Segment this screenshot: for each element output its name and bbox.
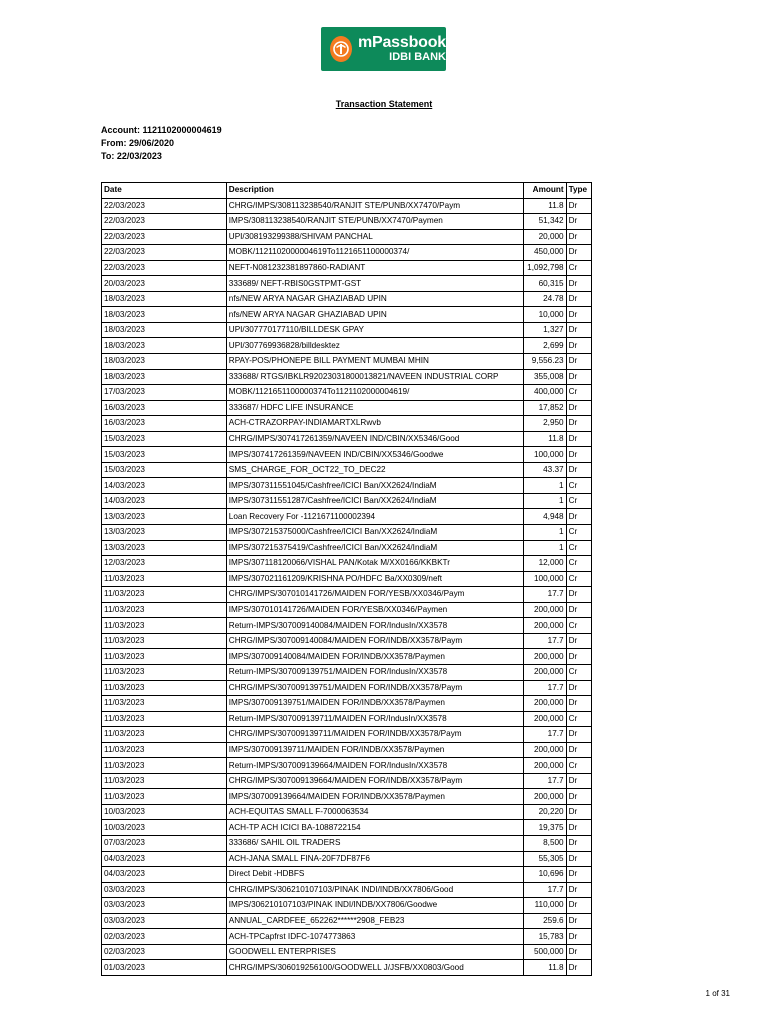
cell-type: Dr [566, 789, 591, 805]
cell-amount: 24.78 [524, 291, 567, 307]
cell-type: Dr [566, 416, 591, 432]
cell-date: 03/03/2023 [102, 898, 227, 914]
column-header-date: Date [102, 183, 227, 199]
cell-date: 16/03/2023 [102, 416, 227, 432]
cell-amount: 200,000 [524, 742, 567, 758]
table-row [102, 462, 592, 478]
table-row [102, 571, 592, 587]
table-row [102, 664, 592, 680]
cell-description: CHRG/IMPS/308113238540/RANJIT STE/PUNB/XX7470/Paym [226, 198, 523, 214]
table-row [102, 385, 592, 401]
cell-description: Return-IMPS/307009139711/MAIDEN FOR/IndusIn/XX3578 [226, 711, 523, 727]
cell-date: 13/03/2023 [102, 525, 227, 541]
cell-date: 17/03/2023 [102, 385, 227, 401]
cell-date: 18/03/2023 [102, 322, 227, 338]
cell-type: Dr [566, 229, 591, 245]
cell-description: Return-IMPS/307009139751/MAIDEN FOR/IndusIn/XX3578 [226, 664, 523, 680]
cell-amount: 19,375 [524, 820, 567, 836]
cell-type: Dr [566, 929, 591, 945]
table-row [102, 960, 592, 976]
table-row [102, 229, 592, 245]
logo-text [358, 35, 446, 63]
cell-date: 11/03/2023 [102, 571, 227, 587]
cell-date: 22/03/2023 [102, 245, 227, 261]
cell-type: Dr [566, 291, 591, 307]
table-row [102, 447, 592, 463]
table-row [102, 198, 592, 214]
cell-date: 13/03/2023 [102, 509, 227, 525]
cell-type: Dr [566, 198, 591, 214]
cell-description: IMPS/307118120066/VISHAL PAN/Kotak M/XX0166/KKBKTr [226, 556, 523, 572]
table-row [102, 742, 592, 758]
cell-amount: 55,305 [524, 851, 567, 867]
logo-bank-name: IDBI BANK [389, 51, 446, 63]
table-row [102, 525, 592, 541]
cell-type: Dr [566, 400, 591, 416]
column-header-type: Type [566, 183, 591, 199]
cell-description: nfs/NEW ARYA NAGAR GHAZIABAD UPIN [226, 291, 523, 307]
cell-type: Dr [566, 587, 591, 603]
cell-description: CHRG/IMPS/307009139711/MAIDEN FOR/INDB/XX3578/Paym [226, 727, 523, 743]
cell-date: 11/03/2023 [102, 758, 227, 774]
table-row [102, 680, 592, 696]
cell-amount: 51,342 [524, 214, 567, 230]
cell-type: Dr [566, 354, 591, 370]
table-row [102, 354, 592, 370]
table-row [102, 618, 592, 634]
cell-type: Dr [566, 307, 591, 323]
cell-type: Dr [566, 431, 591, 447]
table-row [102, 820, 592, 836]
cell-description: ACH-JANA SMALL FINA-20F7DF87F6 [226, 851, 523, 867]
table-row [102, 307, 592, 323]
cell-description: CHRG/IMPS/307009139751/MAIDEN FOR/INDB/XX3578/Paym [226, 680, 523, 696]
cell-type: Dr [566, 727, 591, 743]
cell-date: 11/03/2023 [102, 633, 227, 649]
cell-date: 11/03/2023 [102, 742, 227, 758]
cell-type: Dr [566, 602, 591, 618]
cell-amount: 200,000 [524, 711, 567, 727]
cell-description: ACH-EQUITAS SMALL F-7000063534 [226, 804, 523, 820]
cell-description: IMPS/307021161209/KRISHNA PO/HDFC Ba/XX0309/neft [226, 571, 523, 587]
cell-amount: 200,000 [524, 664, 567, 680]
table-row [102, 851, 592, 867]
cell-amount: 43.37 [524, 462, 567, 478]
cell-amount: 20,000 [524, 229, 567, 245]
cell-description: 333689/ NEFT-RBIS0GSTPMT-GST [226, 276, 523, 292]
cell-description: ANNUAL_CARDFEE_652262******2908_FEB23 [226, 913, 523, 929]
cell-date: 11/03/2023 [102, 618, 227, 634]
cell-description: Direct Debit -HDBFS [226, 867, 523, 883]
cell-amount: 500,000 [524, 944, 567, 960]
cell-amount: 100,000 [524, 447, 567, 463]
cell-date: 16/03/2023 [102, 400, 227, 416]
table-row [102, 711, 592, 727]
cell-type: Cr [566, 478, 591, 494]
cell-description: CHRG/IMPS/306019256100/GOODWELL J/JSFB/XX0803/Good [226, 960, 523, 976]
cell-description: Return-IMPS/307009140084/MAIDEN FOR/IndusIn/XX3578 [226, 618, 523, 634]
cell-amount: 10,000 [524, 307, 567, 323]
table-row [102, 493, 592, 509]
cell-amount: 17.7 [524, 633, 567, 649]
cell-amount: 100,000 [524, 571, 567, 587]
cell-amount: 17.7 [524, 727, 567, 743]
table-row [102, 944, 592, 960]
cell-description: SMS_CHARGE_FOR_OCT22_TO_DEC22 [226, 462, 523, 478]
cell-type: Dr [566, 960, 591, 976]
cell-description: RPAY-POS/PHONEPE BILL PAYMENT MUMBAI MHIN [226, 354, 523, 370]
cell-amount: 11.8 [524, 431, 567, 447]
cell-type: Dr [566, 898, 591, 914]
cell-date: 18/03/2023 [102, 338, 227, 354]
cell-description: IMPS/307010141726/MAIDEN FOR/YESB/XX0346/Paymen [226, 602, 523, 618]
table-row [102, 649, 592, 665]
cell-amount: 17.7 [524, 882, 567, 898]
cell-description: CHRG/IMPS/307009139664/MAIDEN FOR/INDB/XX3578/Paym [226, 773, 523, 789]
cell-amount: 200,000 [524, 602, 567, 618]
cell-type: Dr [566, 851, 591, 867]
cell-date: 22/03/2023 [102, 198, 227, 214]
cell-type: Dr [566, 696, 591, 712]
cell-type: Cr [566, 571, 591, 587]
cell-type: Dr [566, 276, 591, 292]
account-number: Account: 1121102000004619 [101, 125, 222, 135]
cell-amount: 10,696 [524, 867, 567, 883]
table-row [102, 245, 592, 261]
cell-date: 18/03/2023 [102, 307, 227, 323]
cell-description: nfs/NEW ARYA NAGAR GHAZIABAD UPIN [226, 307, 523, 323]
cell-amount: 4,948 [524, 509, 567, 525]
cell-amount: 1,092,798 [524, 260, 567, 276]
cell-amount: 12,000 [524, 556, 567, 572]
cell-date: 04/03/2023 [102, 867, 227, 883]
cell-amount: 11.8 [524, 198, 567, 214]
cell-description: MOBK/1121651100000374To1121102000004619/ [226, 385, 523, 401]
cell-description: IMPS/307009139711/MAIDEN FOR/INDB/XX3578/Paymen [226, 742, 523, 758]
cell-description: IMPS/307311551287/Cashfree/ICICI Ban/XX2624/IndiaM [226, 493, 523, 509]
cell-type: Dr [566, 245, 591, 261]
cell-description: UPI/308193299388/SHIVAM PANCHAL [226, 229, 523, 245]
cell-date: 11/03/2023 [102, 727, 227, 743]
cell-description: 333686/ SAHIL OIL TRADERS [226, 835, 523, 851]
cell-date: 03/03/2023 [102, 882, 227, 898]
cell-date: 11/03/2023 [102, 649, 227, 665]
table-row [102, 400, 592, 416]
cell-amount: 200,000 [524, 758, 567, 774]
cell-description: IMPS/306210107103/PINAK INDI/INDB/XX7806/Goodwe [226, 898, 523, 914]
cell-date: 02/03/2023 [102, 944, 227, 960]
cell-description: Loan Recovery For -1121671100002394 [226, 509, 523, 525]
cell-date: 20/03/2023 [102, 276, 227, 292]
table-row [102, 540, 592, 556]
cell-type: Dr [566, 835, 591, 851]
cell-description: GOODWELL ENTERPRISES [226, 944, 523, 960]
table-row [102, 338, 592, 354]
cell-description: CHRG/IMPS/307009140084/MAIDEN FOR/INDB/XX3578/Paym [226, 633, 523, 649]
cell-type: Dr [566, 680, 591, 696]
cell-date: 12/03/2023 [102, 556, 227, 572]
cell-description: ACH-TPCapfrst IDFC-1074773863 [226, 929, 523, 945]
cell-date: 13/03/2023 [102, 540, 227, 556]
cell-date: 15/03/2023 [102, 431, 227, 447]
cell-type: Dr [566, 820, 591, 836]
cell-type: Dr [566, 633, 591, 649]
cell-date: 01/03/2023 [102, 960, 227, 976]
cell-amount: 17.7 [524, 680, 567, 696]
cell-type: Cr [566, 618, 591, 634]
cell-amount: 1 [524, 525, 567, 541]
cell-description: ACH-TP ACH ICICI BA-1088722154 [226, 820, 523, 836]
cell-description: IMPS/308113238540/RANJIT STE/PUNB/XX7470/Paymen [226, 214, 523, 230]
cell-date: 11/03/2023 [102, 680, 227, 696]
cell-type: Cr [566, 664, 591, 680]
cell-date: 18/03/2023 [102, 354, 227, 370]
cell-amount: 259.6 [524, 913, 567, 929]
cell-date: 15/03/2023 [102, 462, 227, 478]
cell-description: IMPS/307009139751/MAIDEN FOR/INDB/XX3578/Paymen [226, 696, 523, 712]
cell-description: MOBK/1121102000004619To1121651100000374/ [226, 245, 523, 261]
cell-type: Dr [566, 867, 591, 883]
table-row [102, 835, 592, 851]
account-info [101, 124, 222, 163]
cell-description: 333687/ HDFC LIFE INSURANCE [226, 400, 523, 416]
cell-date: 14/03/2023 [102, 493, 227, 509]
cell-date: 18/03/2023 [102, 291, 227, 307]
cell-amount: 200,000 [524, 696, 567, 712]
table-row [102, 556, 592, 572]
cell-type: Dr [566, 447, 591, 463]
cell-amount: 400,000 [524, 385, 567, 401]
cell-type: Dr [566, 882, 591, 898]
idbi-emblem-icon [330, 36, 352, 62]
cell-date: 11/03/2023 [102, 789, 227, 805]
table-row [102, 369, 592, 385]
cell-date: 07/03/2023 [102, 835, 227, 851]
transaction-table [101, 182, 592, 976]
table-row [102, 929, 592, 945]
table-header-row [102, 183, 592, 199]
cell-amount: 20,220 [524, 804, 567, 820]
cell-date: 11/03/2023 [102, 664, 227, 680]
transaction-rows [102, 198, 592, 975]
cell-type: Dr [566, 369, 591, 385]
cell-amount: 1,327 [524, 322, 567, 338]
table-row [102, 789, 592, 805]
table-row [102, 773, 592, 789]
table-row [102, 898, 592, 914]
cell-description: CHRG/IMPS/307010141726/MAIDEN FOR/YESB/XX0346/Paym [226, 587, 523, 603]
cell-amount: 2,699 [524, 338, 567, 354]
page-number: 1 of 31 [705, 989, 730, 998]
cell-amount: 110,000 [524, 898, 567, 914]
cell-type: Dr [566, 322, 591, 338]
cell-amount: 2,950 [524, 416, 567, 432]
cell-description: IMPS/307417261359/NAVEEN IND/CBIN/XX5346/Goodwe [226, 447, 523, 463]
mpassbook-logo [321, 27, 446, 71]
cell-date: 03/03/2023 [102, 913, 227, 929]
cell-date: 11/03/2023 [102, 602, 227, 618]
cell-description: NEFT-N081232381897860-RADIANT [226, 260, 523, 276]
from-date: From: 29/06/2020 [101, 138, 175, 148]
table-row [102, 587, 592, 603]
table-row [102, 758, 592, 774]
cell-description: UPI/307770177110/BILLDESK GPAY [226, 322, 523, 338]
table-row [102, 867, 592, 883]
cell-type: Dr [566, 944, 591, 960]
cell-amount: 1 [524, 478, 567, 494]
cell-type: Cr [566, 758, 591, 774]
cell-amount: 17,852 [524, 400, 567, 416]
table-row [102, 276, 592, 292]
cell-amount: 15,783 [524, 929, 567, 945]
cell-type: Dr [566, 742, 591, 758]
cell-description: IMPS/307215375000/Cashfree/ICICI Ban/XX2624/IndiaM [226, 525, 523, 541]
cell-type: Dr [566, 913, 591, 929]
cell-type: Cr [566, 260, 591, 276]
cell-amount: 11.8 [524, 960, 567, 976]
cell-date: 11/03/2023 [102, 587, 227, 603]
cell-description: CHRG/IMPS/306210107103/PINAK INDI/INDB/XX7806/Good [226, 882, 523, 898]
logo-brand: mPassbook [357, 34, 446, 51]
cell-date: 22/03/2023 [102, 229, 227, 245]
cell-amount: 200,000 [524, 649, 567, 665]
table-row [102, 322, 592, 338]
table-row [102, 602, 592, 618]
cell-type: Dr [566, 773, 591, 789]
table-row [102, 633, 592, 649]
cell-type: Cr [566, 556, 591, 572]
cell-amount: 8,500 [524, 835, 567, 851]
table-row [102, 416, 592, 432]
cell-date: 11/03/2023 [102, 711, 227, 727]
table-row [102, 478, 592, 494]
cell-type: Cr [566, 525, 591, 541]
table-row [102, 696, 592, 712]
cell-type: Cr [566, 493, 591, 509]
to-date: To: 22/03/2023 [101, 151, 162, 161]
cell-amount: 450,000 [524, 245, 567, 261]
cell-date: 18/03/2023 [102, 369, 227, 385]
cell-description: Return-IMPS/307009139664/MAIDEN FOR/IndusIn/XX3578 [226, 758, 523, 774]
table-row [102, 727, 592, 743]
cell-date: 11/03/2023 [102, 696, 227, 712]
cell-amount: 17.7 [524, 587, 567, 603]
cell-date: 04/03/2023 [102, 851, 227, 867]
column-header-description: Description [226, 183, 523, 199]
table-row [102, 804, 592, 820]
cell-description: CHRG/IMPS/307417261359/NAVEEN IND/CBIN/XX5346/Good [226, 431, 523, 447]
table-row [102, 214, 592, 230]
cell-description: 333688/ RTGS/IBKLR92023031800013821/NAVEEN INDUSTRIAL CORP [226, 369, 523, 385]
cell-description: IMPS/307311551045/Cashfree/ICICI Ban/XX2624/IndiaM [226, 478, 523, 494]
cell-amount: 355,008 [524, 369, 567, 385]
statement-title: Transaction Statement [335, 99, 433, 109]
cell-amount: 200,000 [524, 618, 567, 634]
cell-date: 14/03/2023 [102, 478, 227, 494]
cell-amount: 17.7 [524, 773, 567, 789]
table-row [102, 913, 592, 929]
cell-amount: 1 [524, 493, 567, 509]
cell-type: Dr [566, 338, 591, 354]
table-row [102, 431, 592, 447]
cell-date: 22/03/2023 [102, 260, 227, 276]
cell-amount: 1 [524, 540, 567, 556]
table-row [102, 882, 592, 898]
cell-description: UPI/307769936828/billdesktez [226, 338, 523, 354]
cell-date: 10/03/2023 [102, 820, 227, 836]
cell-date: 02/03/2023 [102, 929, 227, 945]
cell-amount: 60,315 [524, 276, 567, 292]
column-header-amount: Amount [524, 183, 567, 199]
cell-type: Cr [566, 711, 591, 727]
cell-amount: 200,000 [524, 789, 567, 805]
cell-date: 11/03/2023 [102, 773, 227, 789]
cell-type: Dr [566, 649, 591, 665]
table-row [102, 260, 592, 276]
table-row [102, 509, 592, 525]
cell-description: IMPS/307009140084/MAIDEN FOR/INDB/XX3578/Paymen [226, 649, 523, 665]
cell-type: Dr [566, 509, 591, 525]
cell-description: ACH-CTRAZORPAY-INDIAMARTXLRwvb [226, 416, 523, 432]
cell-type: Cr [566, 385, 591, 401]
cell-description: IMPS/307009139664/MAIDEN FOR/INDB/XX3578/Paymen [226, 789, 523, 805]
cell-date: 22/03/2023 [102, 214, 227, 230]
cell-amount: 9,556.23 [524, 354, 567, 370]
cell-type: Dr [566, 214, 591, 230]
cell-description: IMPS/307215375419/Cashfree/ICICI Ban/XX2624/IndiaM [226, 540, 523, 556]
cell-type: Dr [566, 462, 591, 478]
cell-date: 15/03/2023 [102, 447, 227, 463]
cell-date: 10/03/2023 [102, 804, 227, 820]
table-row [102, 291, 592, 307]
cell-type: Dr [566, 804, 591, 820]
cell-type: Cr [566, 540, 591, 556]
